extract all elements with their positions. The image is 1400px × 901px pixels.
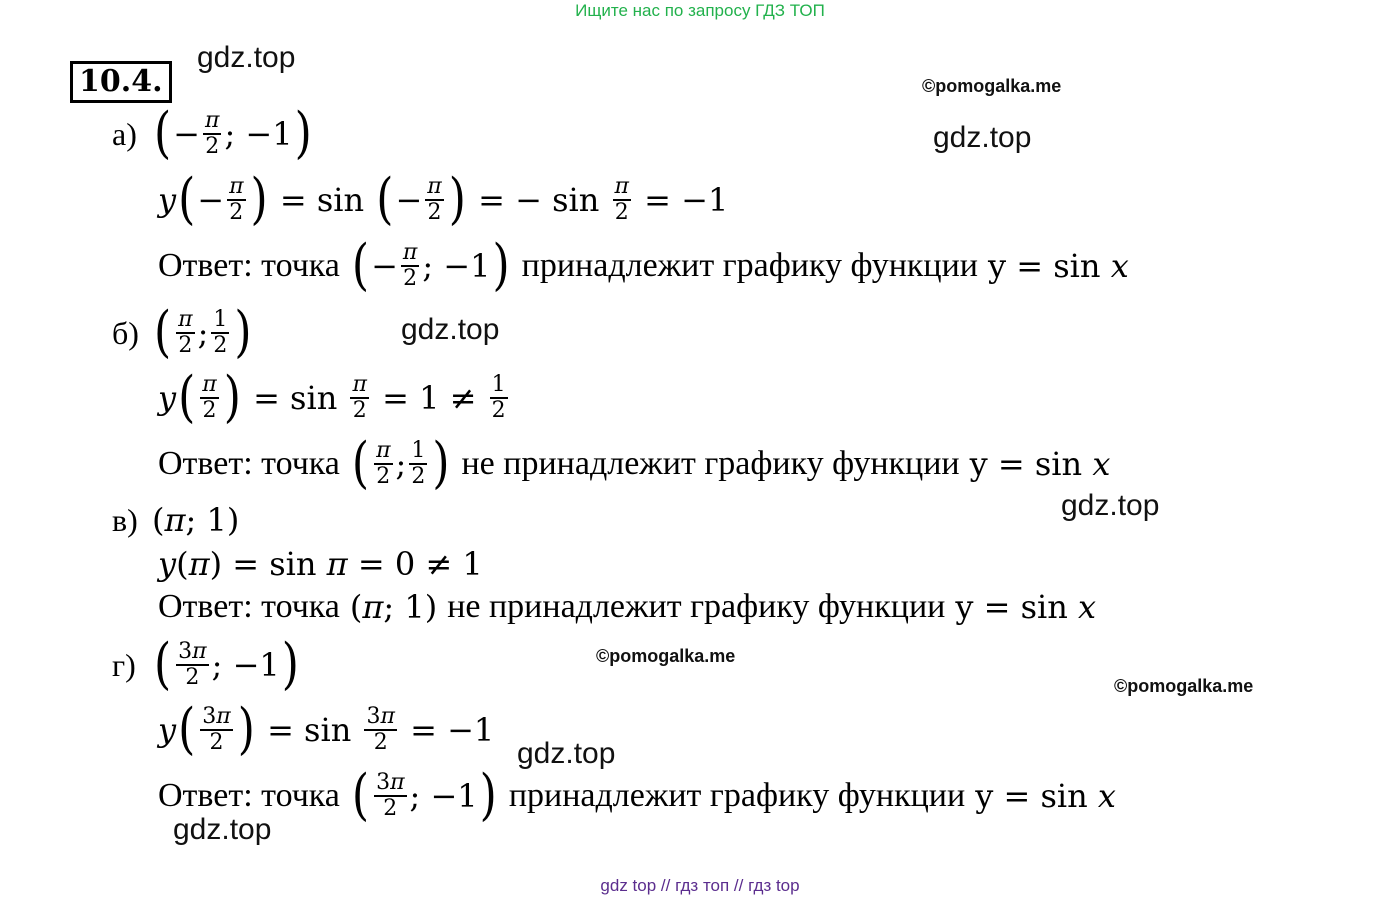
footer-links[interactable]: gdz top // гдз топ // гдз top — [600, 876, 800, 895]
part-label: б) — [112, 314, 139, 351]
copyright: ©pomogalka.me — [922, 76, 1062, 96]
answer-text: принадлежит графику функции — [521, 247, 979, 284]
part-label: г) — [112, 646, 136, 683]
part-v-calc: y(π) = sin π = 0 ≠ 1 — [158, 545, 483, 583]
part-v-answer: Ответ: точка (π; 1) не принадлежит графику функции y = sin x — [158, 588, 1097, 626]
part-v-point: в) (π; 1) — [112, 501, 240, 539]
part-g-answer: Ответ: точка ( $\frac{3\pi}{2}$ ; −1 ) принадлежит графику функции y = sin x — [158, 763, 1116, 828]
part-a-calc: y ( − $\frac{\pi}{2}$ ) = sin ( − $\frac{\pi}{2}$ ) = − sin $\frac{\pi}{2}$ = −1 — [158, 167, 729, 232]
part-g-point: г) ( $\frac{3\pi}{2}$ ; −1 ) — [112, 632, 299, 697]
task-number: 10.4. — [70, 61, 172, 103]
part-a-point: а) ( − $\frac{\pi}{2}$ ; −1 ) — [112, 101, 312, 166]
watermark: gdz.top — [933, 121, 1032, 154]
copyright: ©pomogalka.me — [1114, 676, 1254, 696]
part-b-calc: y ( $\frac{\pi}{2}$ ) = sin $\frac{\pi}{2}$ = 1 ≠ $\frac{1}{2}$ — [158, 365, 506, 430]
watermark: gdz.top — [173, 813, 272, 846]
answer-prefix: Ответ: точка — [158, 777, 340, 814]
top-banner[interactable]: Ищите нас по запросу ГДЗ ТОП — [575, 1, 825, 20]
part-g-calc: y ( $\frac{3\pi}{2}$ ) = sin $\frac{3\pi}{2}$ = −1 — [158, 697, 495, 762]
part-label: в) — [112, 501, 138, 538]
answer-prefix: Ответ: точка — [158, 445, 340, 482]
copyright: ©pomogalka.me — [596, 646, 736, 666]
part-b-point: б) ( $\frac{\pi}{2}$ ; $\frac{1}{2}$ ) — [112, 300, 252, 365]
part-b-answer: Ответ: точка ( $\frac{\pi}{2}$ ; $\frac{1}{2}$ ) не принадлежит графику функции y = sin x — [158, 431, 1111, 496]
watermark: gdz.top — [197, 41, 296, 74]
watermark: gdz.top — [1061, 489, 1160, 522]
answer-prefix: Ответ: точка — [158, 247, 340, 284]
watermark: gdz.top — [401, 313, 500, 346]
part-a-answer: Ответ: точка ( − $\frac{\pi}{2}$ ; −1 ) принадлежит графику функции y = sin x — [158, 233, 1129, 298]
answer-prefix: Ответ: точка — [158, 588, 340, 625]
answer-text: принадлежит графику функции — [508, 777, 966, 814]
answer-text: не принадлежит графику функции — [447, 588, 946, 625]
part-label: а) — [112, 115, 137, 152]
watermark: gdz.top — [517, 737, 616, 770]
answer-text: не принадлежит графику функции — [461, 445, 960, 482]
